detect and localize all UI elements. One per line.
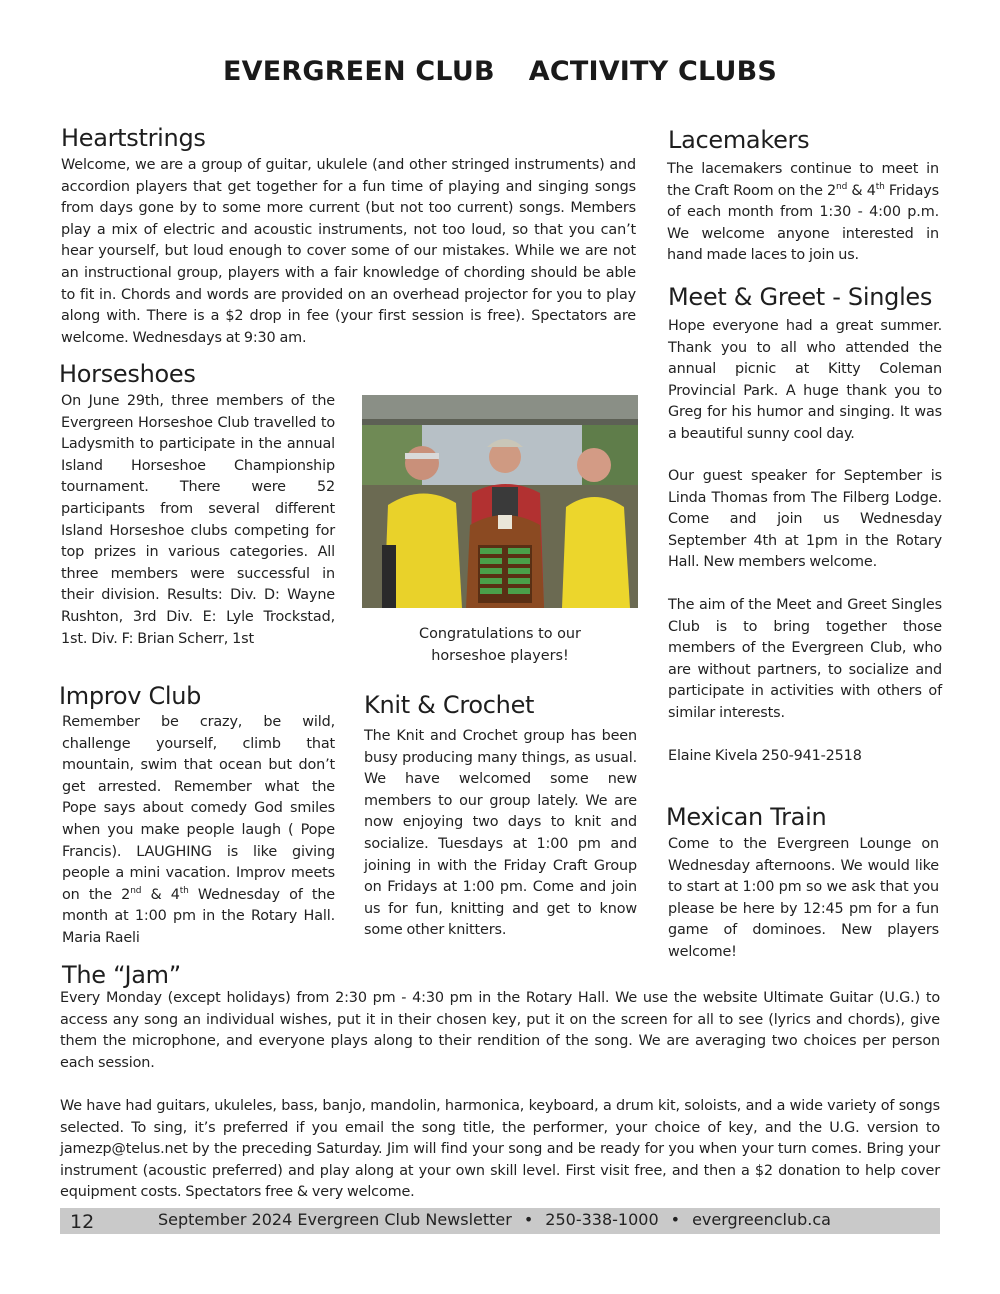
improv-heading: Improv Club [59, 682, 202, 710]
improv-sup-1: nd [130, 885, 142, 896]
horseshoes-heading: Horseshoes [59, 360, 196, 388]
knit-heading: Knit & Crochet [364, 691, 535, 719]
heartstrings-heading: Heartstrings [61, 124, 206, 152]
mexican-train-heading: Mexican Train [666, 803, 827, 831]
photo-caption [362, 624, 638, 667]
lacemakers-body [667, 159, 939, 267]
lacemakers-body-part-2: & 4 [847, 182, 876, 199]
lacemakers-sup-1: nd [836, 181, 848, 192]
knit-body: The Knit and Crochet group has been busy producing many things, as usual. We have welcomed some new members to our group lately. We are now enjoying two days to knit and socialize. Tuesdays at 1:00 pm and joining in with the Friday Craft Group on Fridays at 1:00 pm. Come and join us for fun, knitting and get to know some other knitters. [364, 728, 637, 939]
page-number: 12 [70, 1211, 95, 1233]
meet-greet-contact: Elaine Kivela 250-941-2518 [668, 748, 862, 764]
lacemakers-sup-2: th [875, 181, 885, 192]
heartstrings-body: Welcome, we are a group of guitar, ukulele (and other stringed instruments) and accordion players that get together for a fun time of playing and singing songs from days gone by to some more current (but not too current) songs. Members play a mix of electric and acoustic instruments, not too loud, so that you can’t hear yourself, but loud enough to cover some of our mistakes. While we are not an instructional group, players with a fair knowledge of chording should be able to fit in. Chords and words are provided on an overhead projector for you to play along with. There is a $2 drop in fee (your first session is free). Spectators are welcome. Wednesdays at 9:30 am. [61, 157, 636, 346]
caption-line-2: horseshoe players! [431, 647, 569, 664]
jam-para-1: Every Monday (except holidays) from 2:30 pm - 4:30 pm in the Rotary Hall. We use the website Ultimate Guitar (U.G.) to access any song an individual wishes, put it in their chosen key, put it on the screen for all to see (lyrics and chords), give them the microphone, and everyone plays along to their rendition of the song. We are averaging two choices per person each session. [60, 990, 940, 1071]
footer-text [158, 1210, 831, 1229]
footer-website: evergreenclub.ca [692, 1210, 831, 1229]
improv-body [62, 712, 335, 950]
improv-body-part-3: Wednesday of the month at 1:00 pm in the Rotary Hall. Maria Raeli [62, 886, 335, 946]
lacemakers-body-part-1: The lacemakers continue to meet in the Craft Room on the 2 [667, 161, 939, 199]
horseshoes-body: On June 29th, three members of the Evergreen Horseshoe Club travelled to Ladysmith to participate in the annual Island Horseshoe Championship tournament. There were 52 participants from several different Island Horseshoe clubs competing for top prizes in various categories. All three members were successful in their division. Results: Div. D: Wayne Rushton, 3rd Div. E: Lyle Trockstad, 1st. Div. F: Brian Scherr, 1st [61, 393, 335, 647]
jam-para-2: We have had guitars, ukuleles, bass, banjo, mandolin, harmonica, keyboard, a drum kit, soloists, and a wide variety of songs selected. To sing, it’s preferred if you email the song title, the performer, your choice of key, and the U.G. version to jamezp@telus.net by the preceding Saturday. Jim will find your song and be ready for you when your turn comes. Bring your instrument (acoustic preferred) and play along at your own skill level. First visit free, and then a $2 donation to help cover equipment costs. Spectators free & very welcome. [60, 1098, 940, 1201]
meet-greet-para-2: Our guest speaker for September is Linda Thomas from The Filberg Lodge. Come and join us Wednesday September 4th at 1pm in the Rotary Hall. New members welcome. [668, 468, 942, 571]
photo-illustration [362, 395, 638, 608]
page-title [0, 56, 1000, 87]
improv-sup-2: th [179, 885, 189, 896]
lacemakers-heading: Lacemakers [668, 126, 810, 154]
meet-greet-para-1: Hope everyone had a great summer. Thank you to all who attended the annual picnic at Kitty Coleman Provincial Park. A huge thank you to Greg for his humor and singing. It was a beautiful sunny cool day. [668, 318, 942, 442]
improv-body-part-1: Remember be crazy, be wild, challenge yourself, climb that mountain, swim that ocean but don’t get arrested. Remember what the Pope says about comedy God smiles when you make people laugh ( Pope Francis). LAUGHING is like giving people a mini vacation. Improv meets on the 2 [62, 714, 335, 903]
horseshoe-players-photo [362, 395, 638, 608]
footer-issue: September 2024 Evergreen Club Newsletter [158, 1210, 512, 1229]
meet-greet-para-3: The aim of the Meet and Greet Singles Club is to bring together those members of the Evergreen Club, who are without partners, to socialize and participate in activities with others of similar interests. [668, 597, 942, 721]
footer-phone: 250-338-1000 [545, 1210, 659, 1229]
jam-heading: The “Jam” [62, 961, 181, 989]
footer-separator-1: • [523, 1210, 534, 1229]
meet-greet-heading: Meet & Greet - Singles [668, 283, 933, 311]
title-right: ACTIVITY CLUBS [528, 56, 778, 87]
caption-line-1: Congratulations to our [419, 626, 581, 642]
title-left: EVERGREEN CLUB [222, 56, 495, 87]
lacemakers-body-part-3: Fridays of each month from 1:30 - 4:00 p.m. We welcome anyone interested in hand made laces to join us. [667, 182, 939, 264]
improv-body-part-2: & 4 [141, 886, 180, 903]
footer-separator-2: • [670, 1210, 681, 1229]
mexican-train-body: Come to the Evergreen Lounge on Wednesday afternoons. We would like to start at 1:00 pm so we ask that you please be here by 12:45 pm for a fun game of dominoes. New players welcome! [668, 836, 939, 960]
